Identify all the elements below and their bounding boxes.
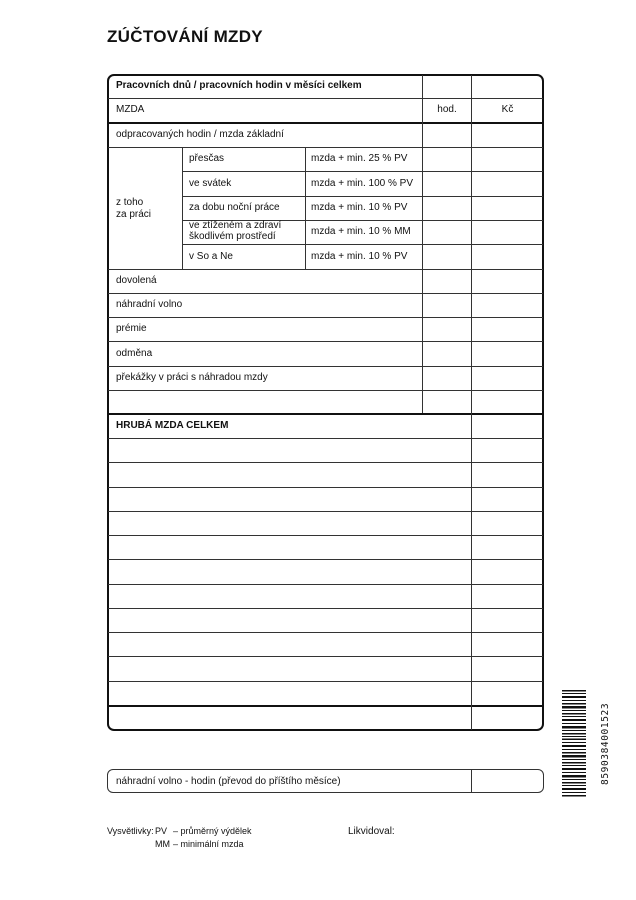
basic-wage-label: odpracovaných hodin / mzda základní [116, 129, 284, 140]
row-divider [108, 632, 543, 633]
row-divider [108, 656, 543, 657]
holiday-rate: mzda + min. 100 % PV [311, 178, 413, 189]
weekend-label: v So a Ne [189, 251, 233, 262]
row-divider [182, 196, 543, 197]
row-divider [108, 608, 543, 609]
compensatory-leave-label: náhradní volno [116, 299, 183, 310]
row-divider [182, 171, 543, 172]
row-divider [108, 559, 543, 560]
mzda-header: MZDA [116, 104, 145, 115]
column-divider [471, 770, 472, 792]
bonus-label: prémie [116, 323, 147, 334]
holiday-label: ve svátek [189, 178, 232, 189]
barcode-number: 8590384001523 [600, 702, 611, 785]
night-work-rate: mzda + min. 10 % PV [311, 202, 408, 213]
row-divider [108, 535, 543, 536]
barcode [562, 690, 586, 797]
page-title: ZÚČTOVÁNÍ MZDY [107, 27, 263, 46]
column-divider [305, 147, 306, 269]
legend-pv-abbr: PV [155, 826, 168, 836]
row-divider [108, 341, 543, 342]
row-divider [108, 681, 543, 682]
obstacles-label: překážky v práci s náhradou mzdy [116, 372, 268, 383]
row-divider [108, 511, 543, 512]
column-divider [182, 147, 183, 269]
hazardous-rate: mzda + min. 10 % MM [311, 226, 411, 237]
row-divider [108, 293, 543, 294]
gross-wage-label: HRUBÁ MZDA CELKEM [116, 420, 229, 431]
row-divider [108, 413, 543, 415]
column-divider [471, 75, 472, 730]
reward-label: odměna [116, 348, 153, 359]
overtime-rate: mzda + min. 25 % PV [311, 153, 408, 164]
carry-over-label: náhradní volno - hodin (převod do příštího měsíce) [116, 776, 341, 787]
of-which-label: za práci [116, 209, 152, 220]
legend-mm-abbr: MM [155, 839, 170, 849]
legend-pv-text: – průměrný výdělek [173, 826, 252, 836]
row-divider [108, 317, 543, 318]
weekend-rate: mzda + min. 10 % PV [311, 251, 408, 262]
row-divider [108, 98, 543, 99]
legend-label: Vysvětlivky: [107, 826, 154, 836]
liquidated-by-label: Likvidoval: [348, 826, 395, 837]
row-divider [108, 487, 543, 488]
row-divider [108, 438, 543, 439]
hours-column-header: hod. [437, 104, 457, 115]
row-divider [108, 147, 543, 148]
of-which-label: z toho [116, 197, 144, 208]
vacation-label: dovolená [116, 275, 157, 286]
hazardous-label: škodlivém prostředí [189, 231, 276, 242]
kc-column-header: Kč [501, 104, 514, 115]
night-work-label: za dobu noční práce [189, 202, 280, 213]
row-divider [108, 584, 543, 585]
legend-mm-text: – minimální mzda [173, 839, 244, 849]
row-divider [108, 269, 543, 270]
row-divider [108, 705, 543, 707]
hazardous-label: ve ztíženém a zdraví [189, 220, 282, 231]
row-divider [108, 390, 543, 391]
row-divider [108, 462, 543, 463]
overtime-label: přesčas [189, 153, 225, 164]
row-divider [108, 366, 543, 367]
days-hours-header: Pracovních dnů / pracovních hodin v měsíci celkem [116, 80, 362, 91]
column-divider [422, 75, 423, 413]
row-divider [108, 122, 543, 124]
row-divider [182, 244, 543, 245]
